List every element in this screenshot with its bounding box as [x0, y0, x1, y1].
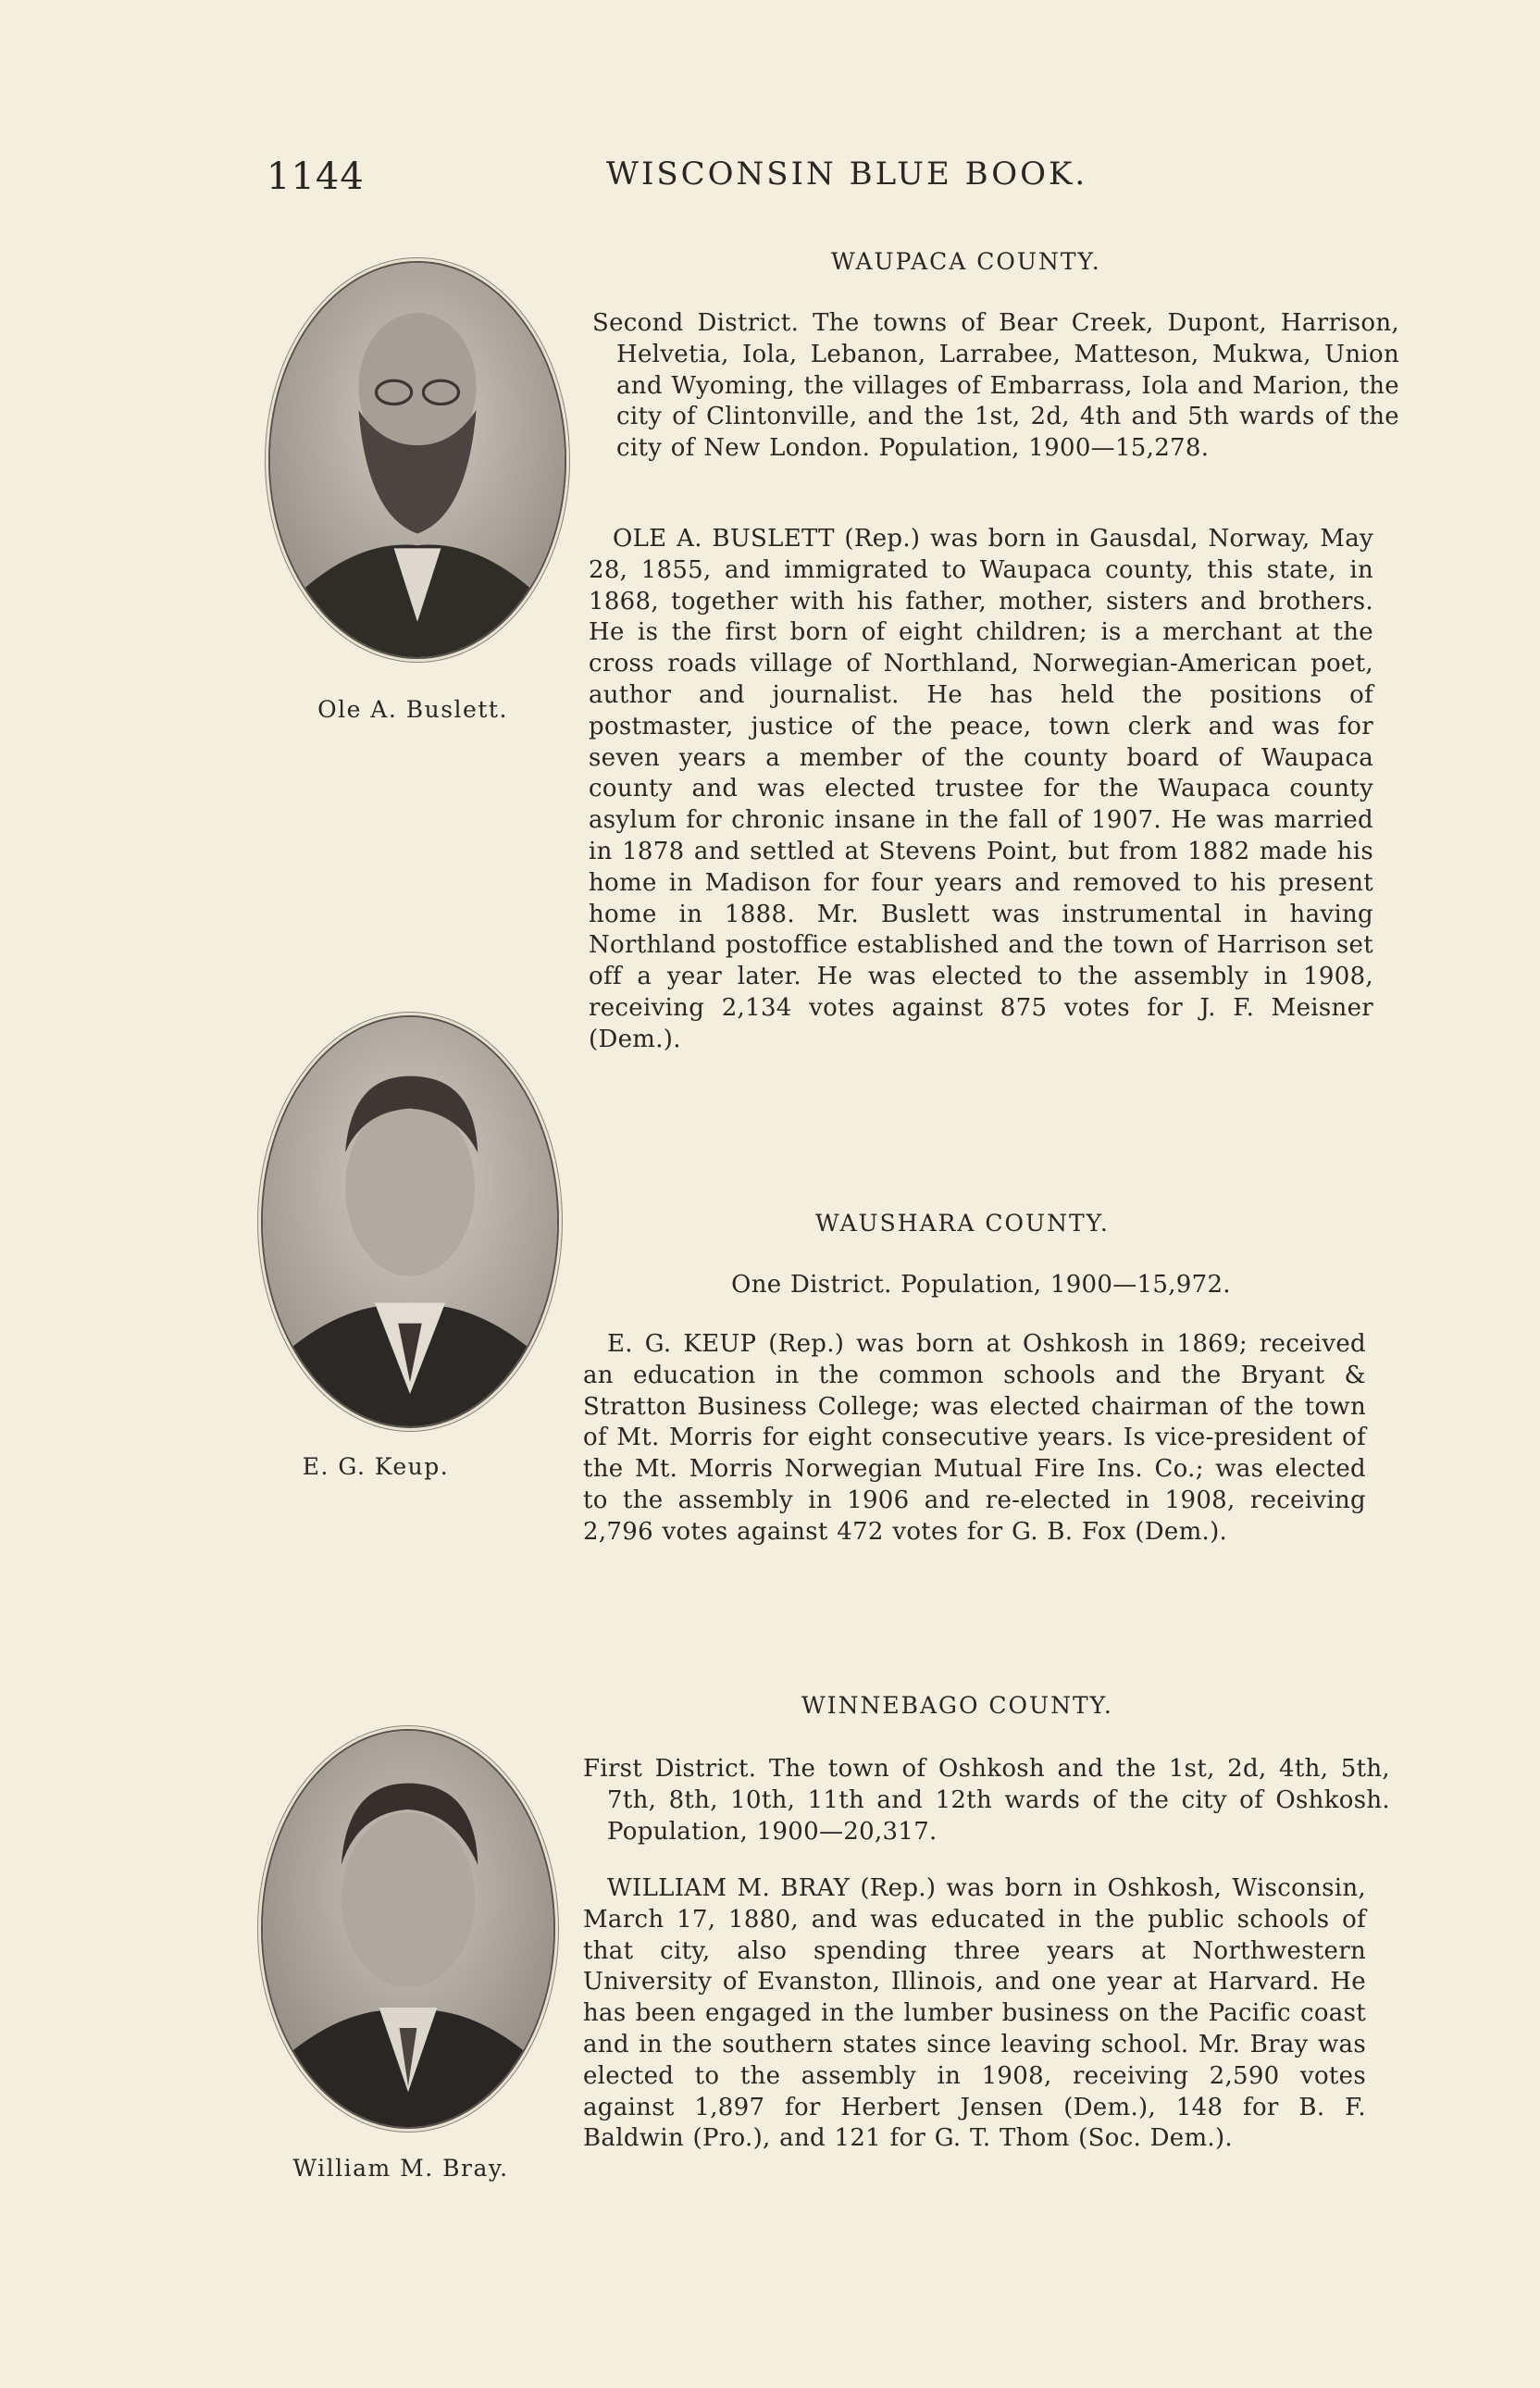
county-heading: WAUPACA COUNTY.	[831, 248, 1101, 275]
biography: WILLIAM M. BRAY (Rep.) was born in Oshkosh, Wisconsin, March 17, 1880, and was educated in the public schools of that city, also spending three years at Northwestern University of Evanston, Illinois, and one year at Harvard. He has been engaged in the lumber business on the Pacific coast and in the southern states since leaving school. Mr. Bray was elected to the assembly in 1908, receiving 2,590 votes against 1,897 for Herbert Jensen (Dem.), 148 for B. F. Baldwin (Pro.), and 121 for G. T. Thom (Soc. Dem.).	[583, 1874, 1366, 2153]
portrait-caption: William M. Bray.	[292, 2155, 509, 2182]
running-head: WISCONSIN BLUE BOOK.	[606, 155, 1088, 193]
district-description: One District. Population, 1900—15,972.	[731, 1271, 1231, 1299]
portrait-caption: E. G. Keup.	[302, 1453, 450, 1480]
portrait-caption: Ole A. Buslett.	[317, 696, 508, 723]
biography: OLE A. BUSLETT (Rep.) was born in Gausdal, Norway, May 28, 1855, and immigrated to Waupaca county, this state, in 1868, together with his father, mother, sisters and brothers. He is the first born of eight children; is a merchant at the cross roads village of Northland, Norwegian-American poet, author and journalist. He has held the positions of postmaster, justice of the peace, town clerk and was for seven years a member of the county board of Waupaca county and was elected trustee for the Waupaca county asylum for chronic insane in the fall of 1907. He was married in 1878 and settled at Stevens Point, but from 1882 made his home in Madison for four years and removed to his present home in 1888. Mr. Buslett was instrumental in having Northland postoffice established and the town of Harrison set off a year later. He was elected to the assembly in 1908, receiving 2,134 votes against 875 votes for J. F. Meisner (Dem.).	[589, 525, 1373, 1053]
page-number: 1144	[267, 155, 365, 198]
biography: E. G. KEUP (Rep.) was born at Oshkosh in 1869; received an education in the common schools and the Bryant & Stratton Business College; was elected chairman of the town of Mt. Morris for eight consecutive years. Is vice-president of the Mt. Morris Norwegian Mutual Fire Ins. Co.; was elected to the assembly in 1906 and re-elected in 1908, receiving 2,796 votes against 472 votes for G. B. Fox (Dem.).	[583, 1330, 1366, 1546]
portrait-william-m-bray	[261, 1729, 555, 2129]
county-heading: WINNEBAGO COUNTY.	[801, 1692, 1113, 1719]
portrait-ole-a-buslett	[268, 261, 566, 659]
portrait-e-g-keup	[261, 1015, 559, 1428]
county-heading: WAUSHARA COUNTY.	[815, 1210, 1110, 1237]
district-description: First District. The town of Oshkosh and the 1st, 2d, 4th, 5th, 7th, 8th, 10th, 11th and 12th wards of the city of Oshkosh. Population, 1900—20,317.	[583, 1755, 1390, 1846]
district-description: Second District. The towns of Bear Creek, Dupont, Harrison, Helvetia, Iola, Lebanon, Larrabee, Matteson, Mukwa, Union and Wyoming, the villages of Embarrass, Iola and Marion, the city of Clintonville, and the 1st, 2d, 4th and 5th wards of the city of New London. Population, 1900—15,278.	[592, 309, 1399, 463]
